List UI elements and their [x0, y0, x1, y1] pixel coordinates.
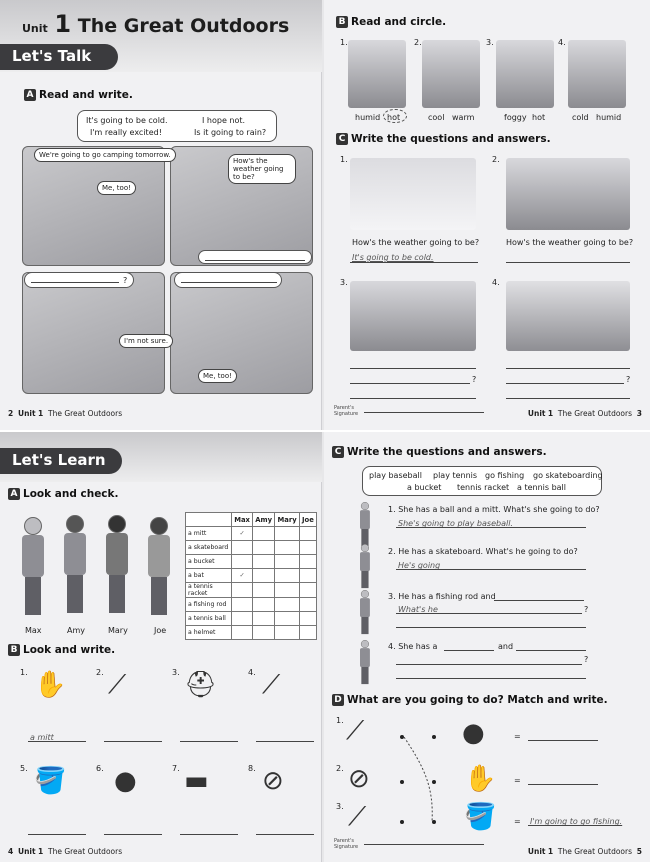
- answer-line[interactable]: [180, 834, 238, 835]
- check-cell[interactable]: [253, 598, 275, 612]
- check-cell[interactable]: [275, 612, 300, 626]
- question-mark: ?: [123, 276, 128, 285]
- row-label: a bat: [186, 569, 232, 583]
- question-4: [388, 642, 437, 651]
- check-cell[interactable]: [275, 541, 300, 555]
- section-d-badge: D: [332, 694, 344, 706]
- page-3: [324, 0, 650, 430]
- bucket-icon: 🪣: [34, 766, 67, 796]
- table-row: [186, 541, 317, 555]
- kid-name: Mary: [108, 626, 128, 635]
- footer-unit-number: 1: [547, 847, 554, 856]
- weather-photo: [422, 40, 480, 108]
- fishing-rod-icon: ⟋: [346, 716, 365, 746]
- helmet-icon: ⛑: [184, 670, 218, 700]
- parent-signature-label: Parent's Signature: [334, 405, 359, 417]
- check-cell[interactable]: [275, 583, 300, 598]
- page-number: 3: [636, 409, 642, 418]
- word-box: [77, 110, 277, 142]
- speech-bubble: Me, too!: [97, 181, 136, 195]
- answer-bubble[interactable]: [198, 250, 312, 264]
- word-option: I'm really excited!: [90, 128, 162, 137]
- section-a-badge: A: [8, 488, 20, 500]
- check-cell[interactable]: [299, 527, 316, 541]
- answer-line[interactable]: [444, 650, 494, 651]
- check-cell[interactable]: [275, 569, 300, 583]
- mitt-icon: ✋: [34, 670, 67, 700]
- section-a-text: Read and write.: [39, 89, 133, 101]
- answer-line[interactable]: [528, 784, 598, 785]
- scene-photo: [506, 281, 630, 351]
- equals-sign: =: [514, 732, 521, 741]
- item-number: 2.: [492, 155, 500, 164]
- table-row: [186, 569, 317, 583]
- row-label: a tennis racket: [186, 583, 232, 598]
- kid-figure: [106, 515, 128, 615]
- equals-sign: =: [514, 776, 521, 785]
- answer-line[interactable]: [506, 398, 630, 399]
- word-box: [362, 466, 602, 496]
- page-footer: [528, 847, 642, 856]
- item-number: 4.: [558, 38, 566, 47]
- check-cell[interactable]: [232, 583, 253, 598]
- section-c-badge: C: [332, 446, 344, 458]
- page-footer: [8, 409, 122, 418]
- table-row: [186, 598, 317, 612]
- check-cell[interactable]: [232, 541, 253, 555]
- choice-word[interactable]: cold: [572, 113, 589, 122]
- question-text: He has a skateboard. What's he going to do?: [398, 547, 578, 556]
- section-c-badge: C: [336, 133, 348, 145]
- item-number: 6.: [96, 764, 104, 773]
- item-number: 2.: [414, 38, 422, 47]
- section-a-badge: A: [24, 89, 36, 101]
- item-number: 1.: [20, 668, 28, 677]
- word-option: It's going to be cold.: [86, 116, 168, 125]
- check-cell[interactable]: [299, 626, 316, 640]
- item-number: 3.: [340, 278, 348, 287]
- check-cell[interactable]: [299, 598, 316, 612]
- lets-talk-banner: Let's Talk: [0, 44, 118, 70]
- table-header: Amy: [253, 513, 275, 527]
- section-a-title: [24, 89, 133, 101]
- item-number: 4.: [248, 668, 256, 677]
- speech-bubble: I'm not sure.: [119, 334, 173, 348]
- lets-learn-banner: Let's Learn: [0, 448, 122, 474]
- check-cell[interactable]: [253, 612, 275, 626]
- equals-sign: =: [514, 817, 521, 826]
- question-2: [388, 547, 578, 556]
- bottom-spread: [0, 432, 650, 862]
- check-cell[interactable]: [232, 626, 253, 640]
- answer-line[interactable]: [528, 740, 598, 741]
- check-table: [185, 512, 317, 640]
- check-cell[interactable]: [253, 569, 275, 583]
- bat-icon: ⟋: [348, 802, 367, 832]
- answer-line[interactable]: [350, 368, 476, 369]
- kid-name: Joe: [154, 626, 167, 635]
- answer-bubble[interactable]: [174, 272, 282, 288]
- item-number: 3.: [336, 802, 344, 811]
- question-mark: ?: [472, 375, 477, 384]
- section-a-title: [8, 488, 119, 500]
- table-header: Joe: [299, 513, 316, 527]
- word-option: tennis racket: [457, 483, 510, 492]
- item-number: 4.: [492, 278, 500, 287]
- page-footer: [8, 847, 122, 856]
- answer-example: He's going: [398, 561, 441, 570]
- table-row: [186, 612, 317, 626]
- item-number: 1.: [340, 38, 348, 47]
- item-number: 3.: [486, 38, 494, 47]
- choice-word[interactable]: hot: [532, 113, 546, 122]
- check-cell[interactable]: [299, 612, 316, 626]
- section-b-title: [336, 16, 446, 28]
- question-mark: ?: [626, 375, 631, 384]
- check-cell[interactable]: [253, 555, 275, 569]
- section-c-title: [332, 446, 547, 458]
- word-option: I hope not.: [202, 116, 246, 125]
- word-option: play tennis: [433, 471, 478, 480]
- unit-title: [22, 10, 289, 38]
- section-b-badge: B: [8, 644, 20, 656]
- footer-title: The Great Outdoors: [557, 409, 632, 418]
- word-option: Is it going to rain?: [194, 128, 267, 137]
- choice-word[interactable]: warm: [452, 113, 475, 122]
- page-number: 4: [8, 847, 14, 856]
- unit-number: 1: [54, 10, 72, 38]
- answer-line[interactable]: [396, 678, 586, 679]
- question-mark: ?: [584, 655, 589, 664]
- page-5: [324, 432, 650, 862]
- fishing-rod-icon: ⟋: [108, 670, 127, 700]
- item-number: 3.: [388, 592, 396, 601]
- answer-line[interactable]: [396, 664, 582, 665]
- footer-title: The Great Outdoors: [47, 409, 123, 418]
- weather-photo: [568, 40, 626, 108]
- scene-photo: [350, 281, 476, 351]
- question-1: [388, 505, 600, 514]
- answer-line[interactable]: [350, 398, 476, 399]
- kid-figure: [148, 517, 170, 617]
- kid-name: Max: [25, 626, 42, 635]
- question-3: [388, 592, 496, 601]
- answer-line[interactable]: [516, 650, 586, 651]
- row-label: a bucket: [186, 555, 232, 569]
- speech-bubble: Me, too!: [198, 369, 237, 383]
- signature-line[interactable]: [364, 844, 484, 845]
- footer-unit-number: 1: [37, 847, 44, 856]
- section-c-text: Write the questions and answers.: [347, 446, 547, 458]
- check-cell[interactable]: [275, 555, 300, 569]
- item-number: 2.: [336, 764, 344, 773]
- check-cell[interactable]: [253, 626, 275, 640]
- section-c-text: Write the questions and answers.: [351, 133, 551, 145]
- footer-unit: Unit: [18, 847, 36, 856]
- check-cell[interactable]: [299, 541, 316, 555]
- word-option: go fishing: [485, 471, 525, 480]
- word-option: a bucket: [407, 483, 442, 492]
- weather-photo: [348, 40, 406, 108]
- tennis-ball-icon: ●: [114, 766, 137, 796]
- answer-line[interactable]: [350, 383, 470, 384]
- check-cell[interactable]: [253, 527, 275, 541]
- unit-name: The Great Outdoors: [77, 15, 290, 37]
- answer-example: She's going to play baseball.: [398, 519, 513, 528]
- item-number: 1.: [340, 155, 348, 164]
- check-cell[interactable]: [275, 626, 300, 640]
- kid-figure: [360, 640, 370, 685]
- section-b-text: Read and circle.: [351, 16, 447, 28]
- question-text: He has a fishing rod and: [398, 592, 496, 601]
- bat-icon: ⟋: [262, 670, 281, 700]
- tennis-racket-icon: ⊘: [262, 766, 284, 796]
- comic-panel-1: [22, 146, 165, 266]
- question-mark: ?: [584, 605, 589, 614]
- check-cell[interactable]: [299, 569, 316, 583]
- tennis-racket-icon: ⊘: [348, 764, 370, 794]
- kid-name: Amy: [67, 626, 85, 635]
- page-number: 2: [8, 409, 14, 418]
- section-d-title: [332, 694, 608, 706]
- answer-line[interactable]: [396, 627, 586, 628]
- item-number: 3.: [172, 668, 180, 677]
- answer-line[interactable]: [180, 741, 238, 742]
- check-cell[interactable]: [232, 598, 253, 612]
- word-option: go skateboarding: [533, 471, 603, 480]
- answer-line[interactable]: [494, 600, 584, 601]
- answer-line[interactable]: [506, 262, 630, 263]
- table-header: Mary: [275, 513, 300, 527]
- table-header: Max: [232, 513, 253, 527]
- weather-photo: [496, 40, 554, 108]
- comic-panel-3: [22, 272, 165, 394]
- choice-word[interactable]: humid: [596, 113, 622, 122]
- baseball-icon: ●: [462, 718, 485, 748]
- footer-unit: Unit: [18, 409, 36, 418]
- answer-line[interactable]: [396, 569, 586, 570]
- answer-example: I'm going to go fishing.: [530, 817, 623, 826]
- word-option: a tennis ball: [517, 483, 567, 492]
- choice-word[interactable]: humid: [355, 113, 381, 122]
- speech-bubble: We're going to go camping tomorrow.: [34, 148, 176, 162]
- answer-example: What's he: [398, 605, 438, 614]
- answer-line[interactable]: [396, 613, 582, 614]
- section-a-text: Look and check.: [23, 488, 119, 500]
- section-c-title: [336, 133, 551, 145]
- row-label: a mitt: [186, 527, 232, 541]
- check-cell[interactable]: [232, 555, 253, 569]
- footer-unit: Unit: [527, 847, 546, 856]
- answer-line[interactable]: [256, 741, 314, 742]
- scene-photo: [506, 158, 630, 230]
- answer-line[interactable]: [506, 368, 630, 369]
- answer-example: It's going to be cold.: [352, 253, 434, 262]
- kid-figure: [22, 517, 44, 617]
- kid-figure: [64, 515, 86, 615]
- top-spread: [0, 0, 650, 430]
- check-cell[interactable]: [253, 541, 275, 555]
- table-row: [186, 555, 317, 569]
- item-number: 5.: [20, 764, 28, 773]
- check-cell[interactable]: [232, 612, 253, 626]
- match-dashed-line: [404, 737, 436, 823]
- item-number: 8.: [248, 764, 256, 773]
- check-cell[interactable]: [275, 598, 300, 612]
- comic-panel-4: [170, 272, 313, 394]
- footer-unit-number: 1: [547, 409, 554, 418]
- check-mark[interactable]: ✓: [232, 569, 253, 583]
- section-d-text: What are you going to do? Match and write.: [347, 694, 608, 706]
- check-mark[interactable]: ✓: [232, 527, 253, 541]
- section-b-title: [8, 644, 115, 656]
- check-cell[interactable]: [253, 583, 275, 598]
- answer-line[interactable]: [104, 741, 162, 742]
- row-label: a fishing rod: [186, 598, 232, 612]
- question-text: How's the weather going to be?: [506, 238, 634, 247]
- row-label: a tennis ball: [186, 612, 232, 626]
- item-number: 2.: [96, 668, 104, 677]
- parent-signature-label: Parent's Signature: [334, 838, 359, 850]
- question-text: She has a ball and a mitt. What's she going to do?: [398, 505, 600, 514]
- footer-title: The Great Outdoors: [47, 847, 123, 856]
- question-text: How's the weather going to be?: [352, 238, 480, 247]
- answer-example: a mitt: [30, 733, 54, 742]
- answer-line[interactable]: [256, 834, 314, 835]
- section-b-badge: B: [336, 16, 348, 28]
- check-cell[interactable]: [299, 583, 316, 598]
- page-number: 5: [636, 847, 642, 856]
- answer-line[interactable]: [28, 834, 86, 835]
- row-label: a skateboard: [186, 541, 232, 555]
- check-cell[interactable]: [299, 555, 316, 569]
- item-number: 4.: [388, 642, 396, 651]
- footer-unit: Unit: [527, 409, 546, 418]
- check-cell[interactable]: [275, 527, 300, 541]
- mitt-icon: ✋: [464, 764, 497, 794]
- table-row: [186, 527, 317, 541]
- speech-bubble: How's the weather going to be?: [228, 154, 296, 184]
- item-number: 2.: [388, 547, 396, 556]
- item-number: 7.: [172, 764, 180, 773]
- choice-word[interactable]: cool: [428, 113, 445, 122]
- footer-unit-number: 1: [37, 409, 44, 418]
- answer-bubble[interactable]: [24, 272, 134, 288]
- footer-title: The Great Outdoors: [557, 847, 632, 856]
- item-number: 1.: [336, 716, 344, 725]
- kid-figure: [360, 544, 370, 589]
- answer-line[interactable]: [104, 834, 162, 835]
- question-text: She has a: [398, 642, 438, 651]
- scene-photo: [350, 158, 476, 230]
- signature-line[interactable]: [364, 412, 484, 413]
- word-option: play baseball: [369, 471, 422, 480]
- bucket-icon: 🪣: [464, 802, 497, 832]
- table-row: [186, 626, 317, 640]
- item-number: 1.: [388, 505, 396, 514]
- kid-figure: [360, 502, 370, 547]
- unit-word: Unit: [22, 22, 48, 35]
- table-row: [186, 583, 317, 598]
- section-b-text: Look and write.: [23, 644, 116, 656]
- connector-word: and: [498, 642, 514, 651]
- row-label: a helmet: [186, 626, 232, 640]
- answer-line[interactable]: [506, 383, 624, 384]
- kid-figure: [360, 590, 370, 635]
- page-2: [0, 0, 322, 430]
- choice-word[interactable]: hot: [387, 113, 401, 122]
- page-footer: [528, 409, 642, 418]
- skateboard-icon: ▬: [184, 766, 209, 796]
- choice-word[interactable]: foggy: [504, 113, 527, 122]
- page-4: [0, 432, 322, 862]
